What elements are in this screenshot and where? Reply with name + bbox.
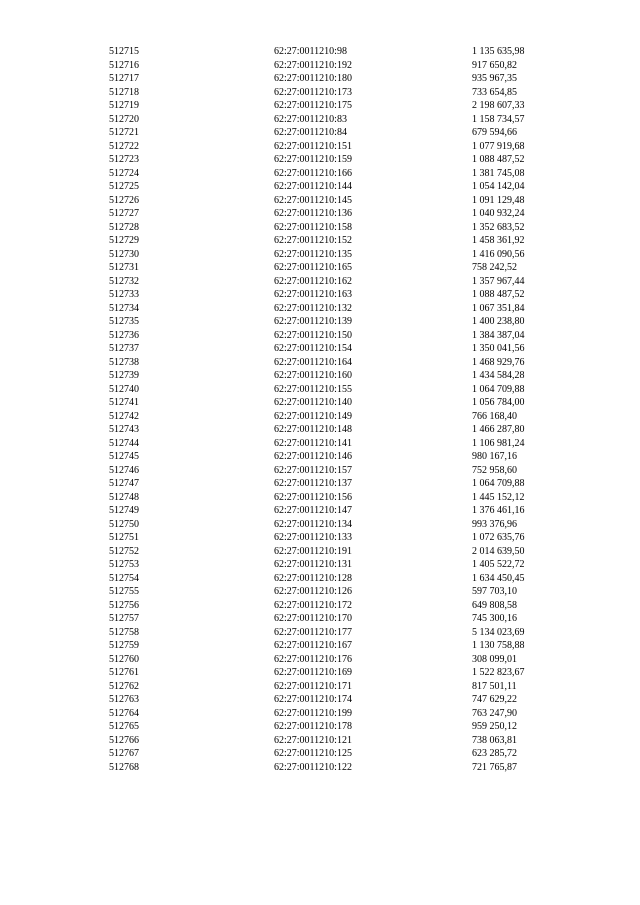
table-row xyxy=(0,302,640,316)
table-row xyxy=(0,275,640,289)
cadastral-number: 62:27:0011210:163 xyxy=(274,289,352,300)
row-number: 512768 xyxy=(109,761,139,773)
cadastral-value: 1 468 929,76 xyxy=(472,356,525,368)
table-row xyxy=(0,545,640,559)
cadastral-number: 62:27:0011210:134 xyxy=(274,518,352,530)
row-number: 512729 xyxy=(109,235,139,246)
row-number: 512734 xyxy=(109,302,139,314)
cadastral-value: 1 072 635,76 xyxy=(472,532,525,543)
row-number: 512757 xyxy=(109,613,139,624)
cadastral-value: 1 381 745,08 xyxy=(472,167,525,179)
cadastral-value: 745 300,16 xyxy=(472,613,517,624)
row-number: 512724 xyxy=(109,167,139,179)
cadastral-value: 1 384 387,04 xyxy=(472,329,525,341)
table-row xyxy=(0,680,640,694)
table-row xyxy=(0,194,640,208)
cadastral-number: 62:27:0011210:122 xyxy=(274,761,352,773)
table-row xyxy=(0,126,640,140)
cadastral-number: 62:27:0011210:152 xyxy=(274,235,352,246)
cadastral-number: 62:27:0011210:139 xyxy=(274,316,352,327)
table-row xyxy=(0,59,640,73)
row-number: 512731 xyxy=(109,262,139,273)
row-number: 512751 xyxy=(109,532,139,543)
row-number: 512741 xyxy=(109,397,139,408)
table-row xyxy=(0,666,640,680)
cadastral-number: 62:27:0011210:83 xyxy=(274,113,347,125)
table-row xyxy=(0,180,640,194)
cadastral-number: 62:27:0011210:141 xyxy=(274,437,352,449)
cadastral-value: 721 765,87 xyxy=(472,761,517,773)
cadastral-value: 1 091 129,48 xyxy=(472,194,525,206)
table-row xyxy=(0,518,640,532)
row-number: 512725 xyxy=(109,181,139,192)
row-number: 512722 xyxy=(109,140,139,152)
table-row xyxy=(0,477,640,491)
cadastral-value: 763 247,90 xyxy=(472,707,517,719)
cadastral-number: 62:27:0011210:128 xyxy=(274,572,352,584)
row-number: 512758 xyxy=(109,626,139,638)
cadastral-number: 62:27:0011210:178 xyxy=(274,721,352,732)
table-row xyxy=(0,72,640,86)
row-number: 512739 xyxy=(109,370,139,381)
cadastral-number: 62:27:0011210:149 xyxy=(274,410,352,422)
table-row xyxy=(0,585,640,599)
cadastral-number: 62:27:0011210:145 xyxy=(274,194,352,206)
cadastral-value: 308 099,01 xyxy=(472,653,517,665)
table-row xyxy=(0,558,640,572)
row-number: 512742 xyxy=(109,410,139,422)
cadastral-number: 62:27:0011210:154 xyxy=(274,343,352,354)
row-number: 512749 xyxy=(109,505,139,516)
cadastral-number: 62:27:0011210:84 xyxy=(274,127,347,138)
cadastral-value: 1 040 932,24 xyxy=(472,208,525,219)
cadastral-number: 62:27:0011210:137 xyxy=(274,478,352,489)
row-number: 512740 xyxy=(109,383,139,395)
cadastral-number: 62:27:0011210:156 xyxy=(274,491,352,503)
row-number: 512753 xyxy=(109,559,139,570)
row-number: 512766 xyxy=(109,734,139,746)
cadastral-number: 62:27:0011210:131 xyxy=(274,559,352,570)
cadastral-value: 917 650,82 xyxy=(472,59,517,71)
row-number: 512735 xyxy=(109,316,139,327)
cadastral-number: 62:27:0011210:164 xyxy=(274,356,352,368)
cadastral-number: 62:27:0011210:146 xyxy=(274,451,352,462)
cadastral-value: 1 376 461,16 xyxy=(472,505,525,516)
cadastral-value: 1 077 919,68 xyxy=(472,140,525,152)
cadastral-value: 1 054 142,04 xyxy=(472,181,525,192)
cadastral-number: 62:27:0011210:135 xyxy=(274,248,352,260)
table-row xyxy=(0,45,640,59)
cadastral-value: 935 967,35 xyxy=(472,73,517,84)
table-row xyxy=(0,329,640,343)
table-row xyxy=(0,221,640,235)
row-number: 512732 xyxy=(109,275,139,287)
row-number: 512756 xyxy=(109,599,139,611)
row-number: 512748 xyxy=(109,491,139,503)
cadastral-value: 1 106 981,24 xyxy=(472,437,525,449)
cadastral-number: 62:27:0011210:151 xyxy=(274,140,352,152)
cadastral-number: 62:27:0011210:170 xyxy=(274,613,352,624)
cadastral-number: 62:27:0011210:177 xyxy=(274,626,352,638)
table-row xyxy=(0,410,640,424)
cadastral-value: 2 014 639,50 xyxy=(472,545,525,557)
cadastral-value: 1 405 522,72 xyxy=(472,559,525,570)
row-number: 512720 xyxy=(109,113,139,125)
table-row xyxy=(0,113,640,127)
cadastral-value: 738 063,81 xyxy=(472,734,517,746)
cadastral-value: 1 352 683,52 xyxy=(472,221,525,233)
table-row xyxy=(0,761,640,775)
cadastral-number: 62:27:0011210:148 xyxy=(274,424,352,435)
row-number: 512760 xyxy=(109,653,139,665)
cadastral-value: 2 198 607,33 xyxy=(472,100,525,111)
table-row xyxy=(0,612,640,626)
cadastral-number: 62:27:0011210:171 xyxy=(274,680,352,692)
table-row xyxy=(0,153,640,167)
row-number: 512727 xyxy=(109,208,139,219)
row-number: 512737 xyxy=(109,343,139,354)
cadastral-value: 1 158 734,57 xyxy=(472,113,525,125)
cadastral-number: 62:27:0011210:155 xyxy=(274,383,352,395)
table-row xyxy=(0,396,640,410)
table-row xyxy=(0,747,640,761)
table-row xyxy=(0,99,640,113)
cadastral-number: 62:27:0011210:169 xyxy=(274,667,352,678)
cadastral-number: 62:27:0011210:166 xyxy=(274,167,352,179)
cadastral-value: 1 416 090,56 xyxy=(472,248,525,260)
cadastral-value-table xyxy=(0,45,640,774)
row-number: 512723 xyxy=(109,154,139,165)
cadastral-value: 1 350 041,56 xyxy=(472,343,525,354)
cadastral-number: 62:27:0011210:121 xyxy=(274,734,352,746)
cadastral-number: 62:27:0011210:174 xyxy=(274,694,352,705)
cadastral-number: 62:27:0011210:199 xyxy=(274,707,352,719)
row-number: 512744 xyxy=(109,437,139,449)
table-row xyxy=(0,288,640,302)
row-number: 512761 xyxy=(109,667,139,678)
table-row xyxy=(0,572,640,586)
cadastral-value: 980 167,16 xyxy=(472,451,517,462)
table-row xyxy=(0,315,640,329)
cadastral-number: 62:27:0011210:136 xyxy=(274,208,352,219)
row-number: 512746 xyxy=(109,464,139,476)
cadastral-number: 62:27:0011210:150 xyxy=(274,329,352,341)
cadastral-number: 62:27:0011210:144 xyxy=(274,181,352,192)
cadastral-value: 1 130 758,88 xyxy=(472,640,525,651)
table-row xyxy=(0,707,640,721)
cadastral-value: 1 088 487,52 xyxy=(472,289,525,300)
row-number: 512715 xyxy=(109,46,139,57)
cadastral-number: 62:27:0011210:165 xyxy=(274,262,352,273)
table-row xyxy=(0,639,640,653)
table-row xyxy=(0,491,640,505)
table-row xyxy=(0,167,640,181)
table-row xyxy=(0,464,640,478)
row-number: 512745 xyxy=(109,451,139,462)
cadastral-value: 1 445 152,12 xyxy=(472,491,525,503)
row-number: 512717 xyxy=(109,73,139,84)
row-number: 512718 xyxy=(109,86,139,98)
row-number: 512730 xyxy=(109,248,139,260)
cadastral-number: 62:27:0011210:98 xyxy=(274,46,347,57)
cadastral-number: 62:27:0011210:126 xyxy=(274,586,352,597)
table-row xyxy=(0,248,640,262)
cadastral-value: 1 064 709,88 xyxy=(472,383,525,395)
cadastral-value: 679 594,66 xyxy=(472,127,517,138)
table-row xyxy=(0,626,640,640)
table-row xyxy=(0,140,640,154)
table-row xyxy=(0,356,640,370)
cadastral-value: 1 400 238,80 xyxy=(472,316,525,327)
cadastral-number: 62:27:0011210:159 xyxy=(274,154,352,165)
cadastral-value: 752 958,60 xyxy=(472,464,517,476)
table-row xyxy=(0,234,640,248)
cadastral-value: 766 168,40 xyxy=(472,410,517,422)
table-row xyxy=(0,423,640,437)
row-number: 512726 xyxy=(109,194,139,206)
row-number: 512728 xyxy=(109,221,139,233)
cadastral-number: 62:27:0011210:125 xyxy=(274,748,352,759)
cadastral-value: 747 629,22 xyxy=(472,694,517,705)
cadastral-value: 993 376,96 xyxy=(472,518,517,530)
table-row xyxy=(0,693,640,707)
cadastral-value: 5 134 023,69 xyxy=(472,626,525,638)
row-number: 512747 xyxy=(109,478,139,489)
cadastral-number: 62:27:0011210:173 xyxy=(274,86,352,98)
row-number: 512767 xyxy=(109,748,139,759)
cadastral-number: 62:27:0011210:160 xyxy=(274,370,352,381)
row-number: 512765 xyxy=(109,721,139,732)
table-row xyxy=(0,369,640,383)
row-number: 512716 xyxy=(109,59,139,71)
table-row xyxy=(0,207,640,221)
cadastral-number: 62:27:0011210:167 xyxy=(274,640,352,651)
cadastral-value: 1 067 351,84 xyxy=(472,302,525,314)
table-row xyxy=(0,504,640,518)
cadastral-number: 62:27:0011210:132 xyxy=(274,302,352,314)
row-number: 512763 xyxy=(109,694,139,705)
cadastral-value: 623 285,72 xyxy=(472,748,517,759)
table-row xyxy=(0,342,640,356)
row-number: 512755 xyxy=(109,586,139,597)
cadastral-number: 62:27:0011210:172 xyxy=(274,599,352,611)
cadastral-number: 62:27:0011210:158 xyxy=(274,221,352,233)
row-number: 512721 xyxy=(109,127,139,138)
table-row xyxy=(0,261,640,275)
cadastral-number: 62:27:0011210:191 xyxy=(274,545,352,557)
cadastral-value: 1 434 584,28 xyxy=(472,370,525,381)
row-number: 512752 xyxy=(109,545,139,557)
cadastral-value: 817 501,11 xyxy=(472,680,517,692)
cadastral-value: 758 242,52 xyxy=(472,262,517,273)
cadastral-number: 62:27:0011210:133 xyxy=(274,532,352,543)
cadastral-value: 1 088 487,52 xyxy=(472,154,525,165)
cadastral-value: 959 250,12 xyxy=(472,721,517,732)
row-number: 512736 xyxy=(109,329,139,341)
cadastral-number: 62:27:0011210:175 xyxy=(274,100,352,111)
cadastral-number: 62:27:0011210:192 xyxy=(274,59,352,71)
table-row xyxy=(0,450,640,464)
cadastral-value: 1 056 784,00 xyxy=(472,397,525,408)
table-row xyxy=(0,720,640,734)
cadastral-number: 62:27:0011210:157 xyxy=(274,464,352,476)
cadastral-value: 1 135 635,98 xyxy=(472,46,525,57)
cadastral-number: 62:27:0011210:176 xyxy=(274,653,352,665)
table-row xyxy=(0,383,640,397)
table-row xyxy=(0,86,640,100)
table-row xyxy=(0,734,640,748)
row-number: 512743 xyxy=(109,424,139,435)
cadastral-number: 62:27:0011210:162 xyxy=(274,275,352,287)
row-number: 512754 xyxy=(109,572,139,584)
cadastral-number: 62:27:0011210:140 xyxy=(274,397,352,408)
row-number: 512759 xyxy=(109,640,139,651)
table-row xyxy=(0,599,640,613)
cadastral-value: 733 654,85 xyxy=(472,86,517,98)
cadastral-number: 62:27:0011210:180 xyxy=(274,73,352,84)
cadastral-value: 1 357 967,44 xyxy=(472,275,525,287)
table-row xyxy=(0,437,640,451)
cadastral-value: 1 634 450,45 xyxy=(472,572,525,584)
cadastral-value: 1 522 823,67 xyxy=(472,667,525,678)
cadastral-value: 597 703,10 xyxy=(472,586,517,597)
cadastral-value: 1 458 361,92 xyxy=(472,235,525,246)
row-number: 512750 xyxy=(109,518,139,530)
row-number: 512738 xyxy=(109,356,139,368)
cadastral-number: 62:27:0011210:147 xyxy=(274,505,352,516)
row-number: 512764 xyxy=(109,707,139,719)
table-row xyxy=(0,531,640,545)
cadastral-value: 1 466 287,80 xyxy=(472,424,525,435)
table-row xyxy=(0,653,640,667)
row-number: 512762 xyxy=(109,680,139,692)
cadastral-value: 649 808,58 xyxy=(472,599,517,611)
row-number: 512733 xyxy=(109,289,139,300)
cadastral-value: 1 064 709,88 xyxy=(472,478,525,489)
row-number: 512719 xyxy=(109,100,139,111)
